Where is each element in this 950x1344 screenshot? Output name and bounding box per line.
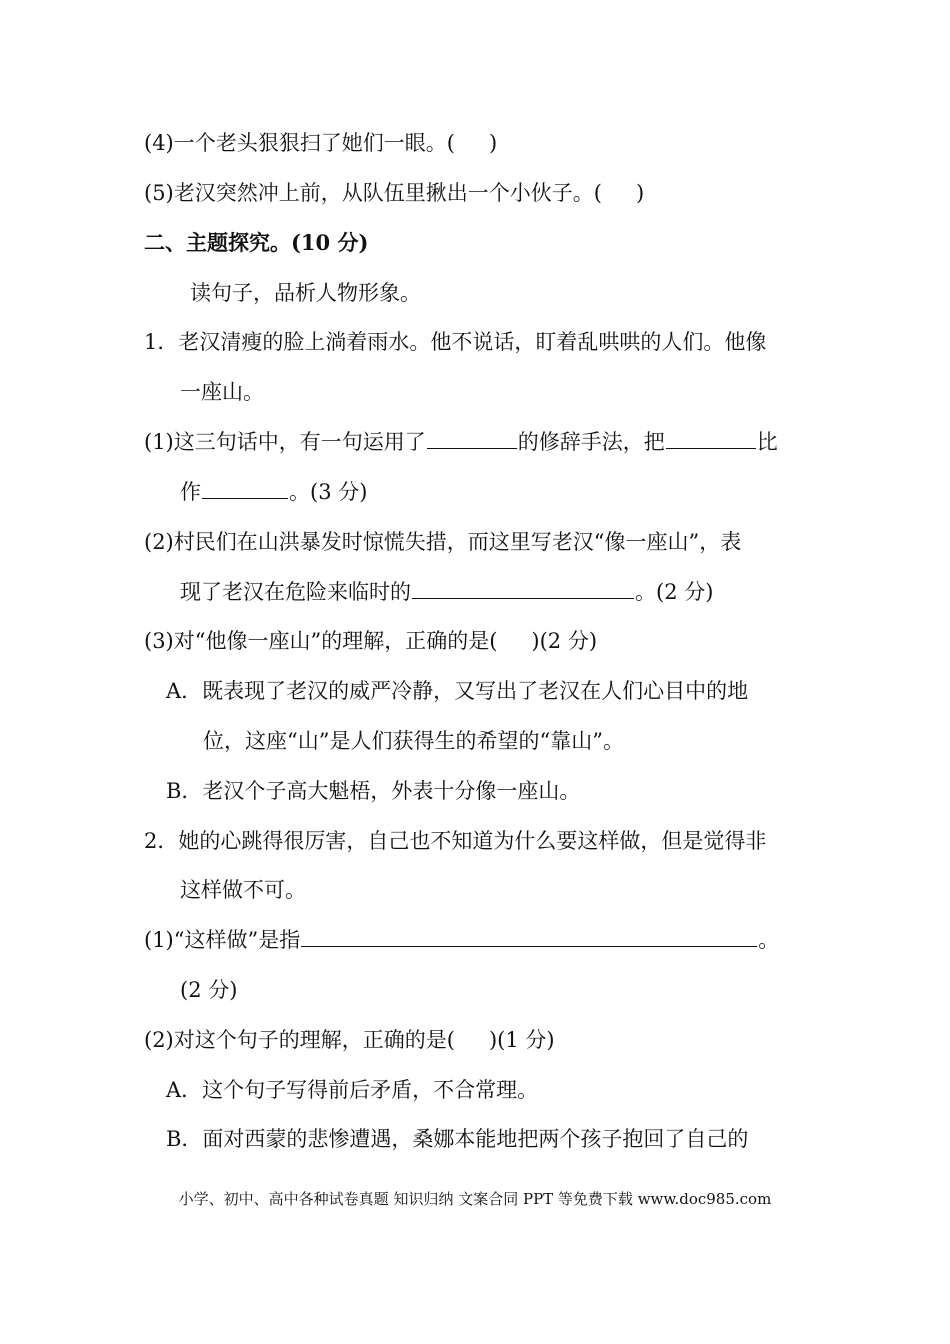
option-a: A．这个句子写得前后矛盾，不合常理。 bbox=[166, 1078, 539, 1102]
answer-blank[interactable] bbox=[666, 430, 756, 449]
option-a-cont: 位，这座“山”是人们获得生的希望的“靠山”。 bbox=[203, 729, 624, 753]
answer-blank[interactable] bbox=[412, 580, 634, 599]
passage-2-line-2: 这样做不可。 bbox=[180, 878, 306, 902]
p1-question-2: (2)村民们在山洪暴发时惊慌失措，而这里写老汉“像一座山”，表 bbox=[144, 530, 742, 554]
option-b: B．面对西蒙的悲惨遭遇，桑娜本能地把两个孩子抱回了自己的 bbox=[166, 1127, 749, 1151]
answer-blank[interactable] bbox=[301, 928, 757, 947]
p2-question-1: (1)“这样做”是指 。 bbox=[144, 928, 780, 952]
page-footer: 小学、初中、高中各种试卷真题 知识归纳 文案合同 PPT 等免费下载 www.doc985.com bbox=[178, 1190, 772, 1208]
p2-question-2: (2)对这个句子的理解，正确的是( )(1 分) bbox=[144, 1028, 555, 1052]
question-5: (5)老汉突然冲上前，从队伍里揪出一个小伙子。( ) bbox=[144, 181, 645, 205]
answer-blank[interactable] bbox=[427, 430, 517, 449]
option-a: A．既表现了老汉的威严冷静，又写出了老汉在人们心目中的地 bbox=[166, 679, 749, 703]
passage-1-line-2: 一座山。 bbox=[180, 380, 264, 404]
question-4: (4)一个老头狠狠扫了她们一眼。( ) bbox=[144, 131, 498, 155]
answer-blank[interactable] bbox=[202, 480, 288, 499]
p1-question-1-cont: 作 。(3 分) bbox=[180, 480, 368, 504]
option-b: B．老汉个子高大魁梧，外表十分像一座山。 bbox=[166, 779, 581, 803]
p1-question-1: (1)这三句话中，有一句运用了 的修辞手法，把 比 bbox=[144, 430, 778, 454]
p1-question-3: (3)对“他像一座山”的理解，正确的是( )(2 分) bbox=[144, 629, 598, 653]
passage-2-line-1: 2．她的心跳得很厉害，自己也不知道为什么要这样做，但是觉得非 bbox=[144, 829, 767, 853]
p2-question-1-score: (2 分) bbox=[180, 978, 238, 1002]
p1-question-2-cont: 现了老汉在危险来临时的 。(2 分) bbox=[180, 580, 714, 604]
passage-1-line-1: 1．老汉清瘦的脸上淌着雨水。他不说话，盯着乱哄哄的人们。他像 bbox=[144, 330, 767, 354]
section-instruction: 读句子，品析人物形象。 bbox=[190, 281, 421, 305]
section-heading: 二、主题探究。(10 分) bbox=[144, 230, 369, 255]
